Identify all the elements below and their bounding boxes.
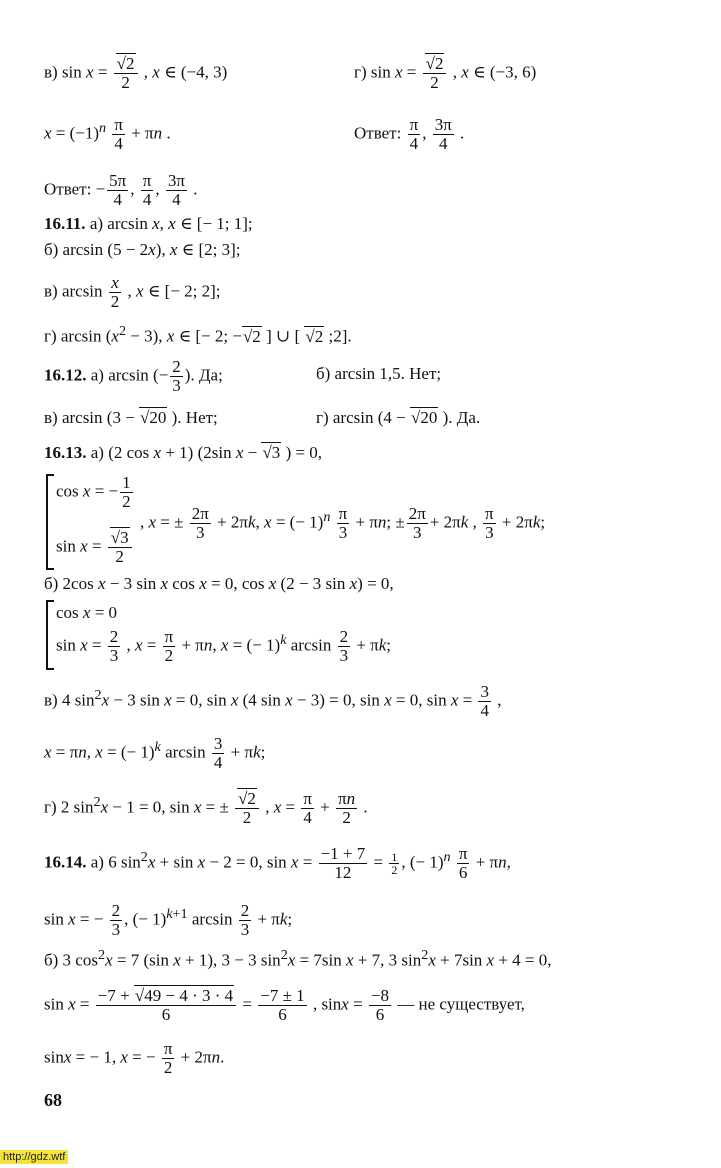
site-watermark[interactable]: http://gdz.wtf (0, 1150, 68, 1164)
line-13: cos x = 0 (56, 603, 118, 622)
line-7: г) $\arcsin (x^2 - 3)$, x ∈ [− 2; −√2 ] ∪ [ √2 ;2]. (44, 323, 352, 346)
line-8b: б) arcsin 1,5. Нет; (316, 364, 442, 383)
line-9b: г) arcsin (4 − √20 ). Да. (316, 408, 481, 427)
line-1a: в) sin x = $\frac{√2}{2}$ , x ∈ (−4, 3) (44, 54, 228, 92)
line-14: в) 4 $\sin^2x - 3$ sin x = 0, sin x (4 sin x − 3) = 0, sin x = 0, sin x = $\frac{3}{4}$ , (44, 682, 502, 720)
line-9a: в) arcsin (3 − √20 ). Нет; (44, 408, 218, 427)
line-17: 16.14. а) 6 $\sin^2x + \sin x - 2 = 0$, sin x = $\frac{-1 + 7}{12}$ = $\frac{1}{2}$ , (− 1)$^n$ $\frac{\pi}{6}$ + πn, (44, 844, 511, 882)
line-18: sin x = − $\frac{2}{3}$ , (− 1)$^{k+1}$ arcsin $\frac{2}{3}$ + πk; (44, 901, 293, 939)
line-15: x = πn, x = (− 1)$^k$ arcsin $\frac{3}{4}$ + πk; (44, 734, 266, 772)
line-8a: 16.12. а) arcsin (− $\frac{2}{3}$ ). Да; (44, 357, 223, 395)
line-6: в) arcsin $\frac{x}{2}$ , x ∈ [− 2; 2]; (44, 273, 221, 311)
line-11-solution: , x = ± $\frac{2\pi}{3}$ + 2πk, x = (− 1)$^n$ $\frac{\pi}{3}$ + πn; ± $\frac{2\pi}{3}$ + 2πk , $\frac{\pi}{3}$ + 2πk; (140, 504, 546, 542)
line-4: 16.11. а) arcsin x, x ∈ [− 1; 1]; (44, 214, 253, 233)
line-2b: Ответ: $\frac{\pi}{4}$ , $\frac{3\pi}{4}$ . (354, 115, 465, 153)
line-19: б) 3 $\cos^2x = 7$ (sin x + 1), 3 − 3 $\sin^2x = 7\sin$ x + 7, 3 $\sin^2x + 7\sin$ x + 4 = 0, (44, 947, 552, 970)
line-12: б) 2cos x − 3 sin x cos x = 0, cos x (2 − 3 sin x) = 0, (44, 574, 394, 593)
line-20: sin x = $\frac{-7 + √49 - 4 \cdot 3 \cdot 4}{6}$ = $\frac{-7 \pm 1}{6}$ , sinx = $\frac{-8}{6}$ — не существует, (44, 986, 525, 1024)
line-10: 16.13. а) (2 cos x + 1) (2sin x − √3 ) = 0, (44, 443, 323, 462)
line-2a: $x = (-1)^n$ $\frac{\pi}{4}$ + πn . (44, 115, 171, 153)
line-3: Ответ: − $\frac{5\pi}{4}$ , $\frac{\pi}{4}$ , $\frac{3\pi}{4}$ . (44, 171, 198, 209)
system-bracket-1 (46, 474, 54, 570)
line-1b: г) sin x = $\frac{√2}{2}$ , x ∈ (−3, 6) (354, 54, 537, 92)
line-16: г) 2 $\sin^2x - 1 = 0$, sin x = ± $\frac{√2}{2}$ , x = $\frac{\pi}{4}$ + $\frac{\pi n}{2}$ . (44, 789, 368, 827)
page-number: 68 (44, 1090, 62, 1110)
line-5: б) arcsin (5 − 2x), x ∈ [2; 3]; (44, 240, 241, 259)
line-13-sin: sin x = $\frac{2}{3}$ , x = $\frac{\pi}{2}$ + πn, x = (− 1)$^k$ arcsin $\frac{2}{3}$ + πk; (56, 627, 392, 665)
line-21: sinx = − 1, x = − $\frac{\pi}{2}$ + 2πn. (44, 1039, 225, 1077)
line-11: cos x = − $\frac{1}{2}$ sin x = $\frac{√3}{2}$ (56, 473, 131, 566)
system-bracket-2 (46, 600, 54, 670)
